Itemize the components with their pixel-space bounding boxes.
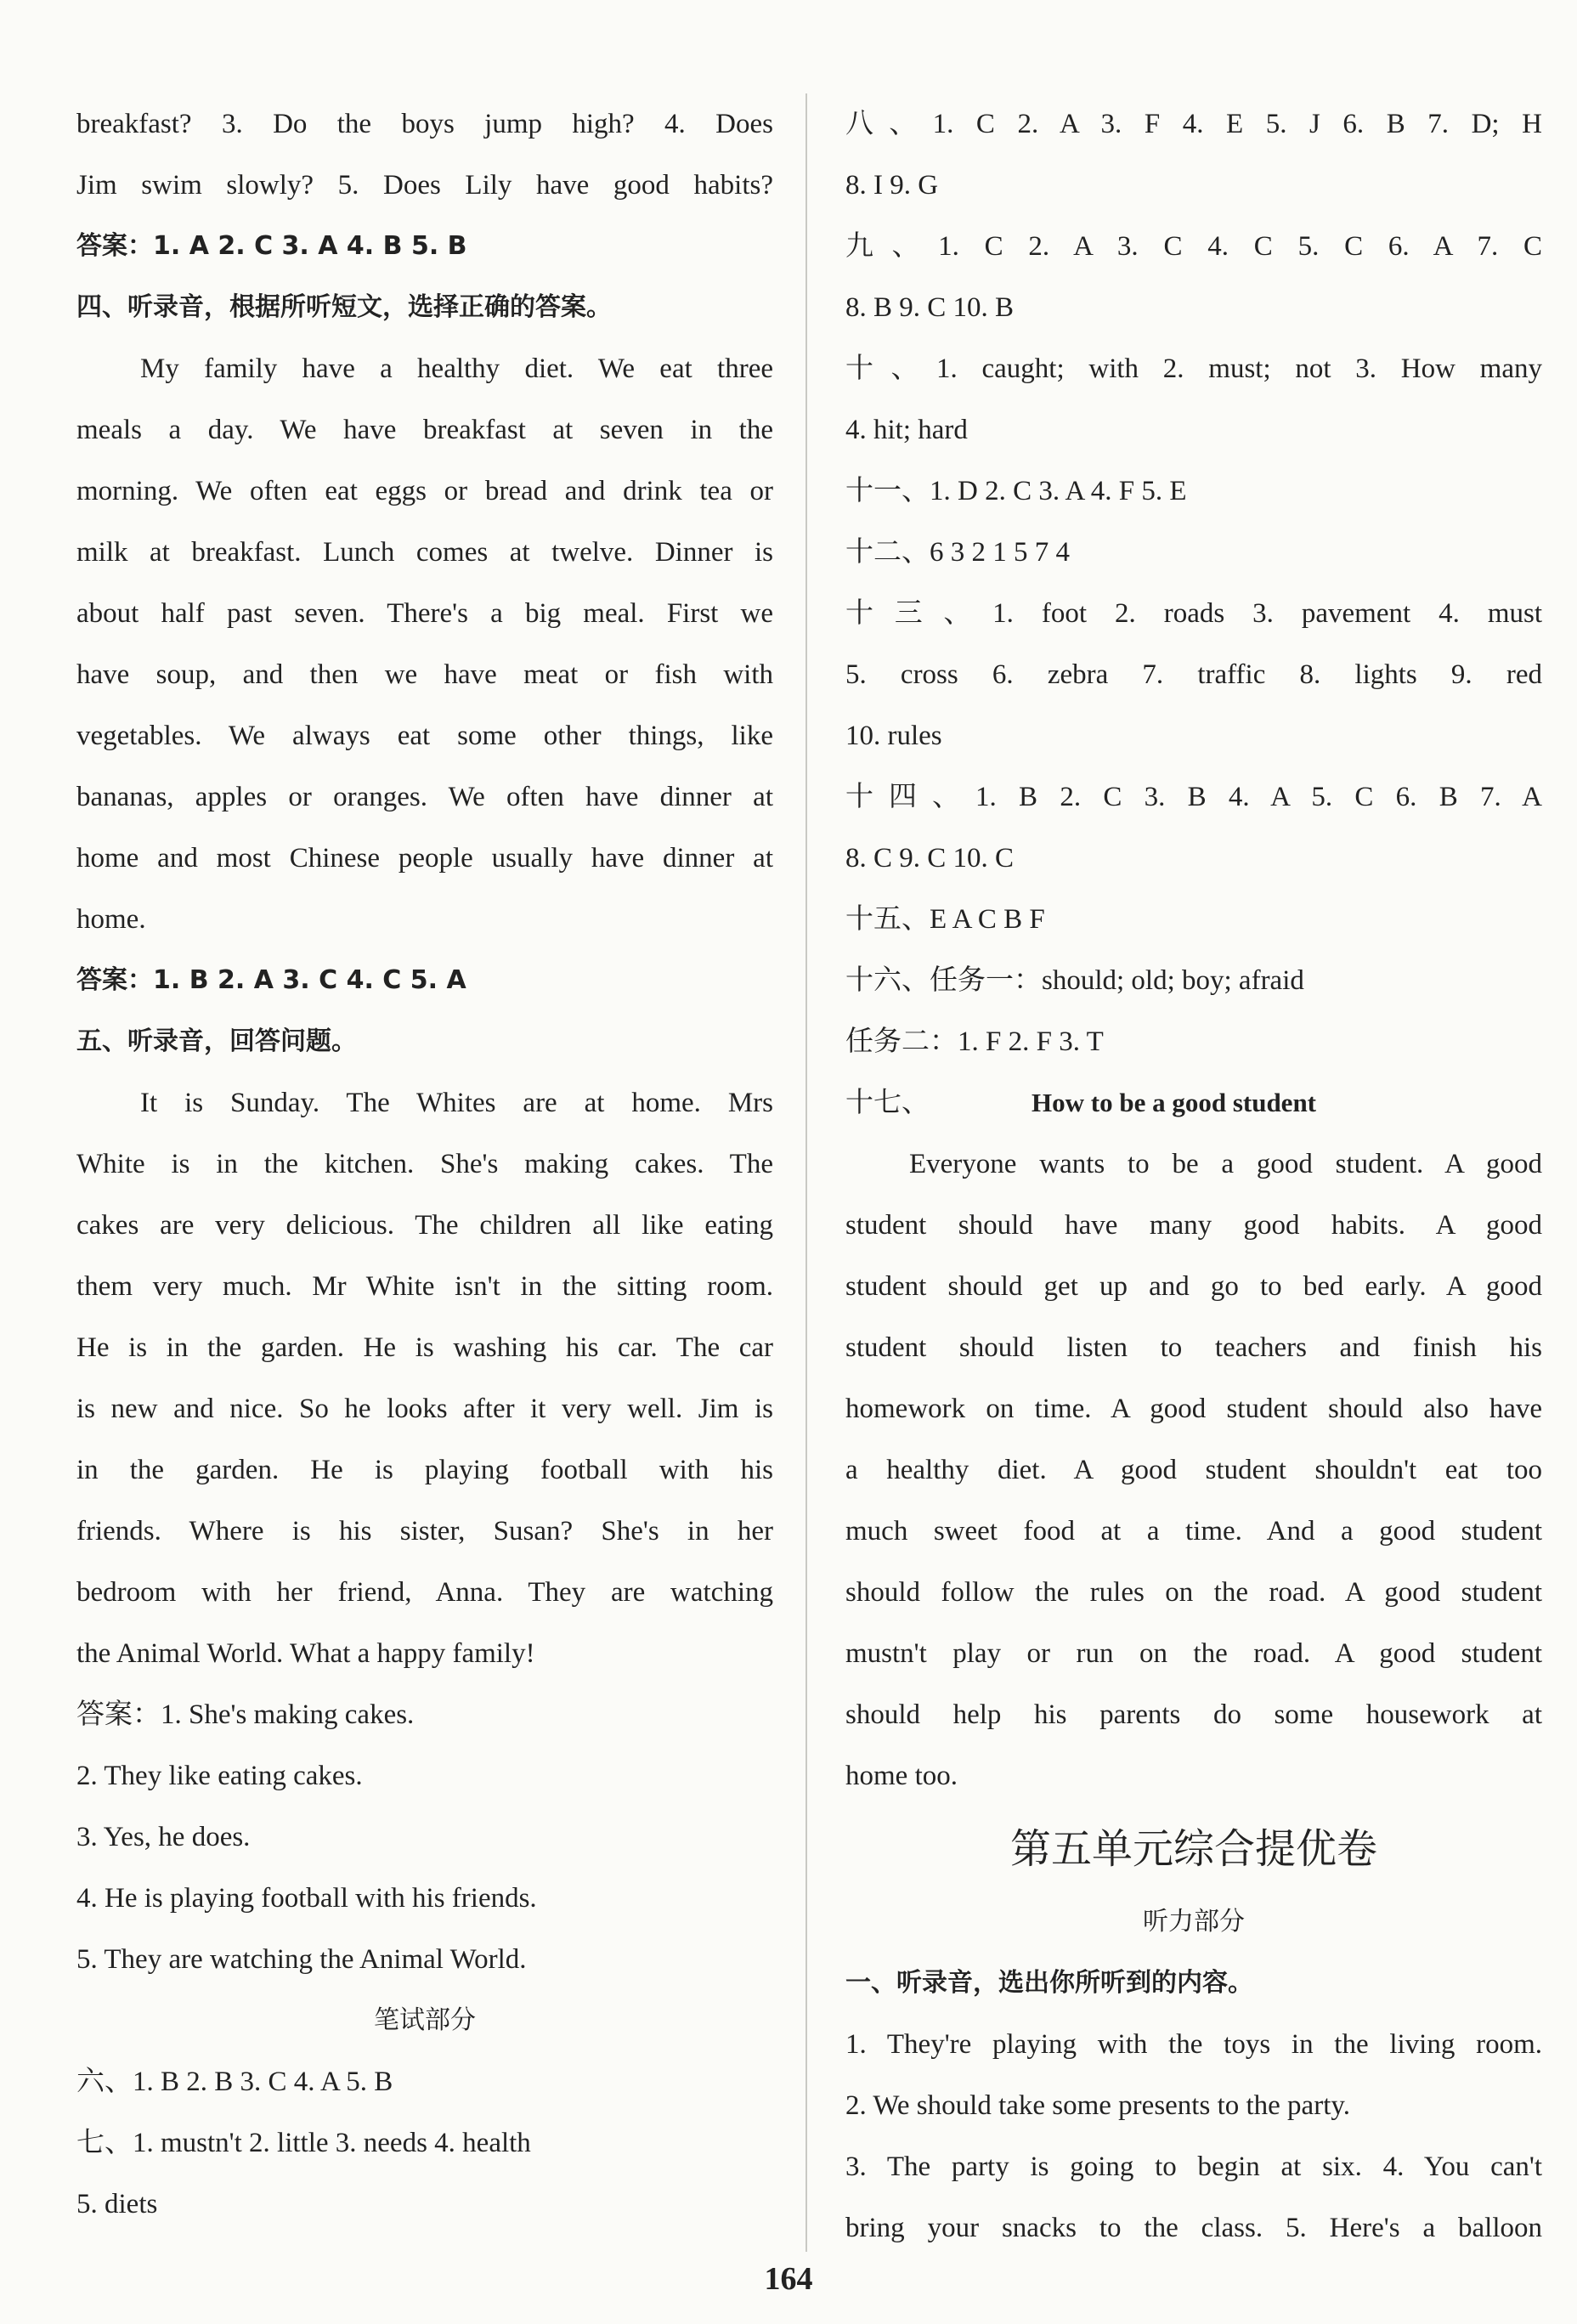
text-line: 十五、E A C B F (845, 904, 1045, 935)
text-line: 十三、1. foot 2. roads 3. pavement 4. must (845, 598, 1542, 629)
text-line: 十六、任务一：should; old; boy; afraid (845, 965, 1304, 996)
text-line: 1. They're playing with the toys in the living room. (845, 2029, 1542, 2060)
text-line: 十二、6 3 2 1 5 7 4 (845, 537, 1070, 568)
text-line: 听力部分 (1143, 1907, 1245, 1937)
text-line: meals a day. We have breakfast at seven in the (76, 415, 773, 445)
text-line: 任务二：1. F 2. F 3. T (845, 1026, 1104, 1057)
text-line: 十、1. caught; with 2. must; not 3. How many (845, 353, 1542, 384)
text-line: mustn't play or run on the road. A good student (845, 1638, 1542, 1669)
text-line: It is Sunday. The Whites are at home. Mrs (140, 1088, 773, 1118)
text-line: 5. diets (76, 2189, 158, 2219)
text-line: cakes are very delicious. The children all like eating (76, 1210, 773, 1241)
text-line: student should get up and go to bed early. A good (845, 1271, 1542, 1302)
column-divider (805, 93, 807, 2252)
text-line: bring your snacks to the class. 5. Here's a balloon (845, 2213, 1542, 2243)
text-line: 4. hit; hard (845, 415, 968, 445)
text-line: much sweet food at a time. And a good student (845, 1516, 1542, 1547)
text-line: My family have a healthy diet. We eat three (140, 353, 773, 384)
text-line: 8. I 9. G (845, 170, 939, 201)
text-line: 八、1. C 2. A 3. F 4. E 5. J 6. B 7. D; H (845, 109, 1542, 139)
text-line: homework on time. A good student should also have (845, 1394, 1542, 1424)
text-line: about half past seven. There's a big meal. First we (76, 598, 773, 629)
left-column (76, 93, 773, 2235)
text-line: home and most Chinese people usually have dinner at (76, 843, 773, 874)
text-line: home too. (845, 1761, 958, 1791)
text-line: milk at breakfast. Lunch comes at twelve. Dinner is (76, 537, 773, 568)
text-line: 2. We should take some presents to the party. (845, 2090, 1350, 2121)
text-line: 3. Yes, he does. (76, 1822, 251, 1852)
text-line: bananas, apples or oranges. We often have dinner at (76, 782, 773, 812)
text-line: should help his parents do some housework at (845, 1699, 1542, 1730)
text-line: breakfast? 3. Do the boys jump high? 4. Does (76, 109, 773, 139)
text-line: 10. rules (845, 721, 942, 751)
text-line: 3. The party is going to begin at six. 4. You can't (845, 2152, 1542, 2182)
text-line: vegetables. We always eat some other things, like (76, 721, 773, 751)
text-line: have soup, and then we have meat or fish with (76, 659, 773, 690)
text-line: 答案：1. A 2. C 3. A 4. B 5. B (76, 231, 467, 261)
text-line: White is in the kitchen. She's making cakes. The (76, 1149, 773, 1179)
section-label: 十七、 (845, 1088, 930, 1118)
text-line: morning. We often eat eggs or bread and drink tea or (76, 476, 773, 506)
essay-title: How to be a good student (1032, 1088, 1317, 1117)
text-line: friends. Where is his sister, Susan? She's in her (76, 1516, 773, 1547)
text-line: student should listen to teachers and finish his (845, 1332, 1542, 1363)
page-number: 164 (764, 2261, 813, 2297)
text-line: 笔试部分 (374, 2005, 476, 2035)
text-line: He is in the garden. He is washing his car. The car (76, 1332, 773, 1363)
text-line: 九、1. C 2. A 3. C 4. C 5. C 6. A 7. C (845, 231, 1542, 262)
text-line: 五、听录音，回答问题。 (76, 1026, 357, 1056)
text-line: should follow the rules on the road. A good student (845, 1577, 1542, 1608)
text-line: 5. cross 6. zebra 7. traffic 8. lights 9. red (845, 659, 1542, 690)
text-line: 一、听录音，选出你所听到的内容。 (845, 1968, 1253, 1998)
text-line: 七、1. mustn't 2. little 3. needs 4. health (76, 2128, 531, 2158)
text-line: 5. They are watching the Animal World. (76, 1944, 527, 1975)
text-line: home. (76, 904, 146, 935)
text-line: 2. They like eating cakes. (76, 1761, 363, 1791)
text-line: 8. B 9. C 10. B (845, 292, 1015, 323)
text-line: Jim swim slowly? 5. Does Lily have good habits? (76, 170, 773, 201)
text-line: them very much. Mr White isn't in the sitting room. (76, 1271, 773, 1302)
text-line: in the garden. He is playing football with his (76, 1455, 773, 1485)
text-line: Everyone wants to be a good student. A good (909, 1149, 1542, 1179)
text-line: a healthy diet. A good student shouldn't eat too (845, 1455, 1542, 1485)
unit-title: 第五单元综合提优卷 (1009, 1825, 1377, 1873)
text-line: 8. C 9. C 10. C (845, 843, 1015, 874)
text-line: student should have many good habits. A good (845, 1210, 1542, 1241)
right-column (845, 93, 1542, 2259)
text-line: 十四、1. B 2. C 3. B 4. A 5. C 6. B 7. A (845, 782, 1542, 812)
text-line: 4. He is playing football with his friends. (76, 1883, 537, 1914)
text-line: 答案：1. B 2. A 3. C 4. C 5. A (76, 965, 466, 995)
text-line: 四、听录音，根据所听短文，选择正确的答案。 (76, 292, 612, 322)
text-line: 六、1. B 2. B 3. C 4. A 5. B (76, 2067, 393, 2097)
text-line: 十一、1. D 2. C 3. A 4. F 5. E (845, 476, 1187, 506)
text-line: is new and nice. So he looks after it very well. Jim is (76, 1394, 773, 1424)
essay-heading-line (845, 1072, 1542, 1134)
text-line: the Animal World. What a happy family! (76, 1638, 535, 1669)
text-line: bedroom with her friend, Anna. They are watching (76, 1577, 773, 1608)
text-line: 答案：1. She's making cakes. (76, 1699, 415, 1730)
